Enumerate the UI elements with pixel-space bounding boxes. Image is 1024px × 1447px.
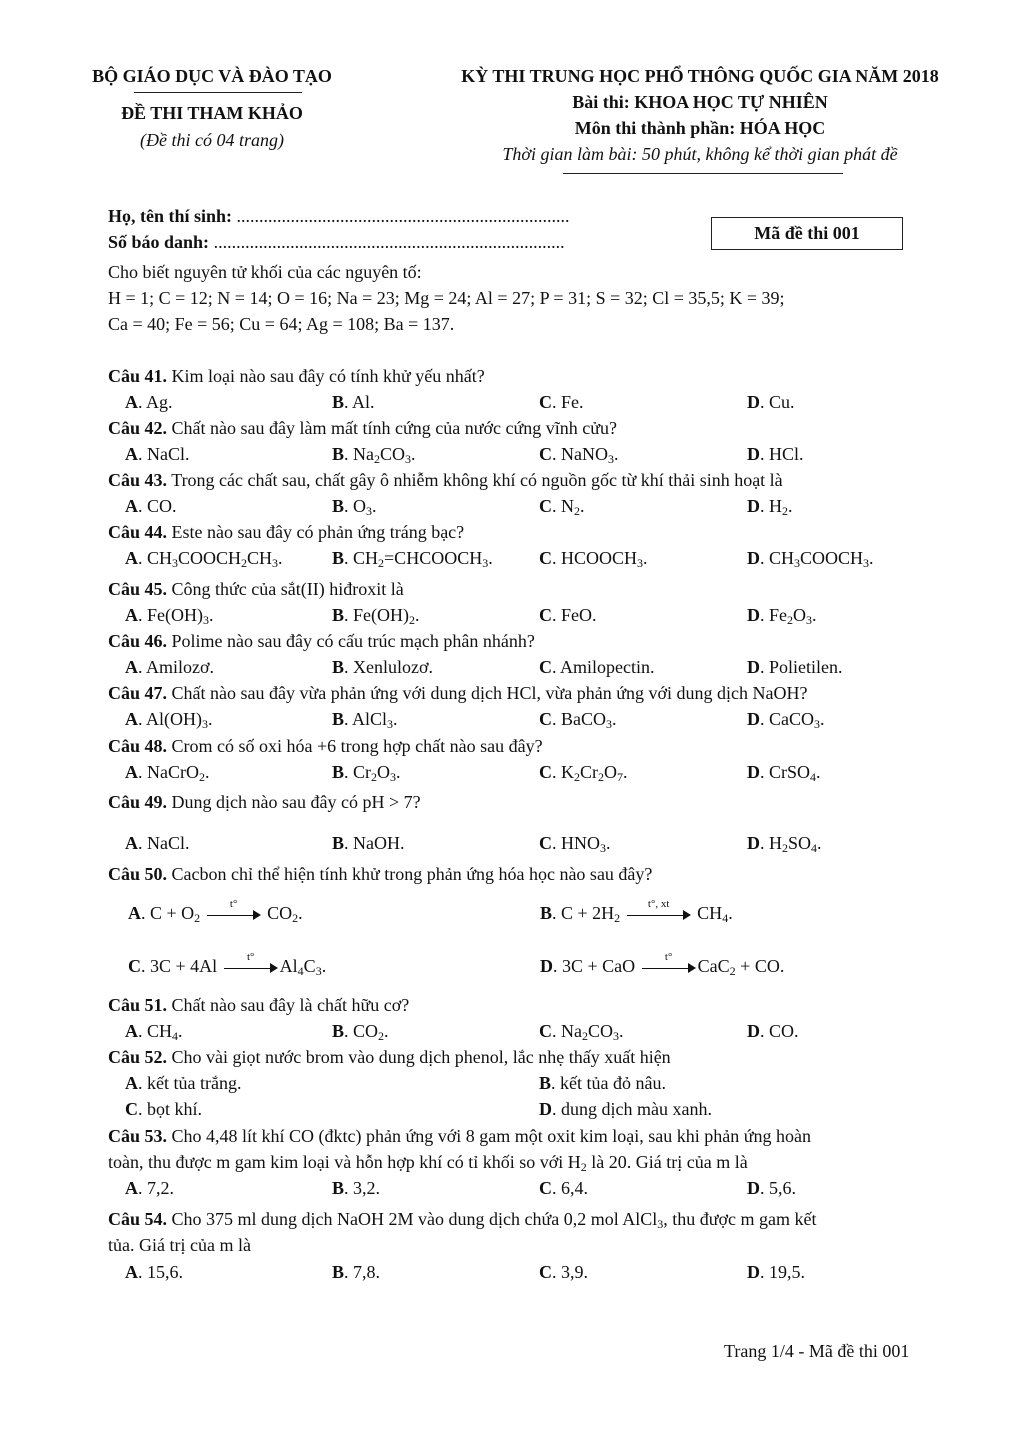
q41-option-d[interactable]: D. Cu.	[747, 392, 795, 412]
question-42	[108, 418, 617, 439]
question-number: Câu 44.	[108, 522, 168, 542]
id-label: Số báo danh:	[108, 232, 210, 252]
question-text: Chất nào sau đây làm mất tính cứng của nước cứng vĩnh cửu?	[171, 418, 617, 438]
question-number: Câu 42.	[108, 418, 168, 438]
question-53	[108, 1126, 811, 1147]
reaction-arrow-icon: t°	[642, 961, 696, 975]
question-41	[108, 366, 485, 387]
question-53-line-2: toàn, thu được m gam kim loại và hỗn hợp khí có tỉ khối so với $H_2$ là 20. Giá trị của m là	[108, 1152, 748, 1174]
q43-option-a[interactable]: A. CO.	[125, 496, 177, 516]
time-line: Thời gian làm bài: 50 phút, không kể thời gian phát đề	[502, 144, 898, 164]
q53-option-c[interactable]: C. 6,4.	[539, 1178, 588, 1198]
question-number: Câu 49.	[108, 792, 168, 812]
q49-option-c[interactable]: C. $HNO_3$.	[539, 833, 611, 855]
name-label: Họ, tên thí sinh:	[108, 206, 233, 226]
atomic-mass-intro: Cho biết nguyên tử khối của các nguyên tố:	[108, 262, 422, 282]
question-text: Công thức của sắt(II) hiđroxit là	[171, 579, 404, 599]
q52-option-a[interactable]: A. kết tủa trắng.	[125, 1073, 242, 1093]
pages-note: (Đề thi có 04 trang)	[140, 130, 284, 150]
reaction-arrow-icon: t°	[224, 961, 278, 975]
question-54-line-2: tủa. Giá trị của m là	[108, 1235, 251, 1255]
q47-option-c[interactable]: C. BaCO$_3$.	[539, 709, 617, 731]
q42-option-c[interactable]: C. NaNO$_3$.	[539, 444, 619, 466]
question-48	[108, 736, 543, 757]
q51-option-d[interactable]: D. CO.	[747, 1021, 799, 1041]
q54-option-b[interactable]: B. 7,8.	[332, 1262, 381, 1282]
q41-option-b[interactable]: B. Al.	[332, 392, 375, 412]
question-54: Câu 54. Cho 375 ml dung dịch NaOH 2M vào dung dịch chứa 0,2 mol AlCl$_3$, thu được m gam kết	[108, 1209, 817, 1231]
q50-option-c[interactable]: C. 3C + 4Al t° $Al_4C_3$.	[128, 950, 327, 978]
q50-option-a[interactable]: A. $C + O_2$ t° $CO_2$.	[128, 897, 303, 925]
question-50	[108, 864, 652, 885]
question-number: Câu 54.	[108, 1209, 168, 1229]
q52-option-b[interactable]: B. kết tủa đỏ nâu.	[539, 1073, 666, 1093]
subject-line: Bài thi: KHOA HỌC TỰ NHIÊN	[572, 92, 828, 112]
question-text: Cho 4,48 lít khí CO (đktc) phản ứng với 8 gam một oxit kim loại, sau khi phản ứng hoàn	[171, 1126, 811, 1146]
reaction-arrow-icon: t°	[207, 908, 261, 922]
question-number: Câu 45.	[108, 579, 168, 599]
question-text: Trong các chất sau, chất gây ô nhiễm không khí có nguồn gốc từ khí thải sinh hoạt là	[171, 470, 783, 490]
question-text: Cho vài giọt nước brom vào dung dịch phenol, lắc nhẹ thấy xuất hiện	[171, 1047, 671, 1067]
q46-option-b[interactable]: B. Xenlulozơ.	[332, 657, 434, 677]
question-number: Câu 43.	[108, 470, 168, 490]
ministry-name: BỘ GIÁO DỤC VÀ ĐÀO TẠO	[92, 66, 332, 86]
q43-option-c[interactable]: C. $N_2$.	[539, 496, 585, 518]
q44-option-b[interactable]: B. $CH_2=CHCOOCH_3$.	[332, 548, 493, 570]
atomic-mass-line-1: H = 1; C = 12; N = 14; O = 16; Na = 23; Mg = 24; Al = 27; P = 31; S = 32; Cl = 35,5; K = 39;	[108, 288, 785, 308]
question-number: Câu 41.	[108, 366, 168, 386]
question-51	[108, 995, 409, 1016]
question-number: Câu 52.	[108, 1047, 168, 1067]
q53-option-d[interactable]: D. 5,6.	[747, 1178, 796, 1198]
q54-option-a[interactable]: A. 15,6.	[125, 1262, 183, 1282]
question-49	[108, 792, 421, 813]
q42-option-b[interactable]: B. $Na_2CO_3$.	[332, 444, 416, 466]
question-47	[108, 683, 807, 704]
candidate-id-row	[108, 232, 565, 253]
question-44	[108, 522, 464, 543]
q54-option-c[interactable]: C. 3,9.	[539, 1262, 588, 1282]
exam-title: KỲ THI TRUNG HỌC PHỔ THÔNG QUỐC GIA NĂM 2018	[461, 66, 939, 86]
q49-option-d[interactable]: D. $H_2SO_4$.	[747, 833, 822, 855]
question-text: Cho 375 ml dung dịch NaOH 2M vào dung dịch chứa 0,2 mol AlCl	[171, 1209, 658, 1229]
q48-option-d[interactable]: D. CrSO$_4$.	[747, 762, 821, 784]
exam-code-box: Mã đề thi 001	[711, 217, 903, 250]
header-divider-left	[134, 92, 302, 93]
q45-option-d[interactable]: D. $Fe_2O_3$.	[747, 605, 817, 627]
q43-option-d[interactable]: D. $H_2$.	[747, 496, 793, 518]
q44-option-a[interactable]: A. $CH_3COOCH_2CH_3$.	[125, 548, 283, 570]
q48-option-a[interactable]: A. NaCrO$_2$.	[125, 762, 210, 784]
q48-option-c[interactable]: C. $K_2Cr_2O_7$.	[539, 762, 628, 784]
question-number: Câu 47.	[108, 683, 168, 703]
q45-option-a[interactable]: A. $Fe(OH)_3$.	[125, 605, 214, 627]
q45-option-c[interactable]: C. FeO.	[539, 605, 597, 625]
q52-option-c[interactable]: C. bọt khí.	[125, 1099, 203, 1119]
page-footer: Trang 1/4 - Mã đề thi 001	[724, 1341, 910, 1361]
question-text: Este nào sau đây có phản ứng tráng bạc?	[171, 522, 465, 542]
q46-option-c[interactable]: C. Amilopectin.	[539, 657, 655, 677]
question-text: Dung dịch nào sau đây có pH > 7?	[171, 792, 421, 812]
q41-option-c[interactable]: C. Fe.	[539, 392, 584, 412]
question-text: Cacbon chỉ thể hiện tính khử trong phản ứng hóa học nào sau đây?	[171, 864, 653, 884]
atomic-mass-line-2: Ca = 40; Fe = 56; Cu = 64; Ag = 108; Ba = 137.	[108, 314, 455, 334]
q50-option-d[interactable]: D. 3C + CaO t° CaC$_2$ + CO.	[540, 950, 785, 978]
q47-option-a[interactable]: A. $Al(OH)_3$.	[125, 709, 213, 731]
q42-option-d[interactable]: D. HCl.	[747, 444, 804, 464]
id-field[interactable]: ..............................................................................	[213, 232, 565, 252]
q41-option-a[interactable]: A. Ag.	[125, 392, 173, 412]
question-number: Câu 46.	[108, 631, 168, 651]
question-43	[108, 470, 783, 491]
question-46	[108, 631, 535, 652]
question-number: Câu 51.	[108, 995, 168, 1015]
q49-option-b[interactable]: B. NaOH.	[332, 833, 405, 853]
q53-option-b[interactable]: B. 3,2.	[332, 1178, 381, 1198]
q47-option-d[interactable]: D. CaCO$_3$.	[747, 709, 825, 731]
q45-option-b[interactable]: B. $Fe(OH)_2$.	[332, 605, 420, 627]
question-45	[108, 579, 404, 600]
question-text: Polime nào sau đây có cấu trúc mạch phân nhánh?	[171, 631, 535, 651]
q52-option-d[interactable]: D. dung dịch màu xanh.	[539, 1099, 712, 1119]
q51-option-c[interactable]: C. $Na_2CO_3$.	[539, 1021, 624, 1043]
name-field[interactable]: ..........................................................................	[236, 206, 570, 226]
candidate-name-row	[108, 206, 570, 227]
question-number: Câu 53.	[108, 1126, 168, 1146]
q46-option-a[interactable]: A. Amilozơ.	[125, 657, 215, 677]
reaction-arrow-icon: t°, xt	[627, 908, 691, 922]
question-number: Câu 48.	[108, 736, 168, 756]
q51-option-a[interactable]: A. $CH_4$.	[125, 1021, 183, 1043]
document-type: ĐỀ THI THAM KHẢO	[121, 103, 303, 123]
q43-option-b[interactable]: B. $O_3$.	[332, 496, 377, 518]
q49-option-a[interactable]: A. NaCl.	[125, 833, 190, 853]
q51-option-b[interactable]: B. $CO_2$.	[332, 1021, 389, 1043]
question-number: Câu 50.	[108, 864, 168, 884]
header-divider-right	[563, 173, 843, 174]
q54-option-d[interactable]: D. 19,5.	[747, 1262, 805, 1282]
question-52	[108, 1047, 671, 1068]
component-line: Môn thi thành phần: HÓA HỌC	[574, 118, 826, 138]
question-text: Chất nào sau đây vừa phản ứng với dung dịch HCl, vừa phản ứng với dung dịch NaOH?	[171, 683, 808, 703]
q44-option-d[interactable]: D. $CH_3COOCH_3$.	[747, 548, 874, 570]
question-text: Chất nào sau đây là chất hữu cơ?	[171, 995, 410, 1015]
q48-option-b[interactable]: B. $Cr_2O_3$.	[332, 762, 401, 784]
question-text: Crom có số oxi hóa +6 trong hợp chất nào sau đây?	[171, 736, 543, 756]
q50-option-b[interactable]: B. $C + 2H_2$ t°, xt $CH_4$.	[540, 897, 733, 925]
q42-option-a[interactable]: A. NaCl.	[125, 444, 190, 464]
q46-option-d[interactable]: D. Polietilen.	[747, 657, 843, 677]
question-text: Kim loại nào sau đây có tính khử yếu nhất?	[171, 366, 485, 386]
q44-option-c[interactable]: C. $HCOOCH_3$.	[539, 548, 648, 570]
q53-option-a[interactable]: A. 7,2.	[125, 1178, 174, 1198]
q47-option-b[interactable]: B. AlCl$_3$.	[332, 709, 398, 731]
